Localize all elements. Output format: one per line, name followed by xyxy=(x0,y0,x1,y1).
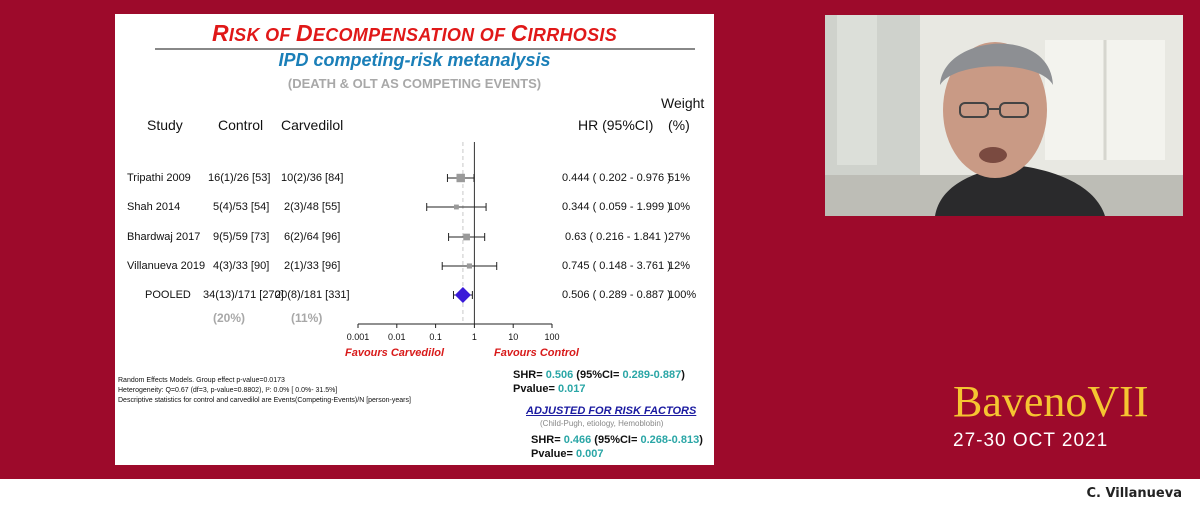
row-study: Villanueva 2019 xyxy=(127,260,206,272)
x-axis-tick-label: 0.1 xyxy=(429,332,442,342)
shr-label: SHR= xyxy=(513,369,546,381)
footer-bar xyxy=(0,479,1200,509)
row-study: POOLED xyxy=(145,289,191,301)
note-line: Random Effects Models. Group effect p-value=0.0173 xyxy=(118,377,285,384)
title-part: C xyxy=(510,20,528,46)
row-carvedilol: 2(3)/48 [55] xyxy=(284,201,341,213)
row-weight: 27% xyxy=(668,231,691,243)
row-hr: 0.344 ( 0.059 - 1.999 ) xyxy=(562,201,671,213)
slide-subtitle: IPD competing-risk metanalysis xyxy=(278,50,551,70)
x-axis-tick-label: 10 xyxy=(508,332,519,342)
shr-value: 0.466 xyxy=(563,434,592,446)
title-part: R xyxy=(211,20,229,46)
presenter-video-frame xyxy=(825,15,1183,216)
row-study: Bhardwaj 2017 xyxy=(127,231,201,243)
header-study: Study xyxy=(147,117,183,133)
adjusted-title: ADJUSTED FOR RISK FACTORS xyxy=(526,405,697,417)
shr-ci-value: 0.268-0.813 xyxy=(640,434,700,446)
slide-subtitle-2: (DEATH & OLT AS COMPETING EVENTS) xyxy=(287,76,542,91)
note-line: Heterogeneity: Q=0.67 (df=3, p-value=0.8802), I²: 0.0% [ 0.0%- 31.5%] xyxy=(118,387,338,394)
row-weight: 12% xyxy=(668,260,691,272)
header-carvedilol: Carvedilol xyxy=(281,117,344,133)
note-line: Descriptive statistics for control and carvedilol are Events(Competing-Events)/N [person-years] xyxy=(118,397,411,404)
row-study: Shah 2014 xyxy=(127,201,181,213)
study-point-estimate xyxy=(457,174,465,182)
shr-value: 0.506 xyxy=(545,369,574,381)
title-part: ECOMPENSATION OF xyxy=(312,25,511,45)
row-carvedilol: 6(2)/64 [96] xyxy=(284,231,341,243)
title-part: ISK OF xyxy=(228,25,296,45)
header-weight: Weight xyxy=(661,95,705,111)
row-carvedilol: 20(8)/181 [331] xyxy=(275,289,350,301)
x-axis-tick-label: 1 xyxy=(471,332,477,342)
pvalue-label: Pvalue= xyxy=(513,383,558,395)
shr-close: ) xyxy=(699,434,703,446)
row-weight: 51% xyxy=(668,172,691,184)
pct-carvedilol: (11%) xyxy=(291,311,323,325)
row-control: 9(5)/59 [73] xyxy=(213,231,270,243)
study-point-estimate xyxy=(454,205,459,210)
shr-close: ) xyxy=(681,369,685,381)
conference-logo xyxy=(953,376,1149,427)
title-part: D xyxy=(295,20,313,46)
row-control: 4(3)/33 [90] xyxy=(213,260,270,272)
shr-ci-label: (95%CI= xyxy=(591,434,641,446)
row-hr: 0.745 ( 0.148 - 3.761 ) xyxy=(562,260,671,272)
pvalue-value: 0.007 xyxy=(575,448,604,460)
presenter-name: C. Villanueva xyxy=(1086,486,1182,501)
forest-plot xyxy=(115,14,714,374)
pvalue-unadjusted xyxy=(513,383,585,395)
shr-label: SHR= xyxy=(531,434,564,446)
row-carvedilol: 10(2)/36 [84] xyxy=(281,172,344,184)
row-control: 16(1)/26 [53] xyxy=(208,172,271,184)
study-point-estimate xyxy=(463,234,470,241)
x-axis-tick-label: 0.001 xyxy=(346,332,370,342)
row-control: 5(4)/53 [54] xyxy=(213,201,270,213)
pvalue-value: 0.017 xyxy=(557,383,586,395)
study-point-estimate xyxy=(467,263,472,268)
slide xyxy=(115,14,714,465)
row-weight: 10% xyxy=(668,201,691,213)
header-weight-unit: (%) xyxy=(668,117,690,133)
row-hr: 0.506 ( 0.289 - 0.887 ) xyxy=(562,289,671,301)
presenter-video xyxy=(825,15,1183,216)
title-part: IRRHOSIS xyxy=(527,25,618,45)
shr-adjusted xyxy=(531,434,703,446)
brand-roman-numeral: VII xyxy=(1087,377,1149,426)
shr-unadjusted xyxy=(513,369,685,381)
shr-ci-label: (95%CI= xyxy=(573,369,623,381)
favours-control-label: Favours Control xyxy=(494,347,579,359)
header-hr: HR (95%CI) xyxy=(578,117,654,133)
conference-dates: 27-30 OCT 2021 xyxy=(953,430,1109,451)
row-carvedilol: 2(1)/33 [96] xyxy=(284,260,341,272)
row-hr: 0.444 ( 0.202 - 0.976 ) xyxy=(562,172,671,184)
model-notes xyxy=(118,376,411,406)
row-hr: 0.63 ( 0.216 - 1.841 ) xyxy=(565,231,668,243)
pct-control: (20%) xyxy=(213,311,246,325)
adjusted-subtitle: (Child-Pugh, etiology, Hemoblobin) xyxy=(540,419,664,428)
row-control: 34(13)/171 [270] xyxy=(203,289,284,301)
pvalue-label: Pvalue= xyxy=(531,448,576,460)
row-study: Tripathi 2009 xyxy=(127,172,191,184)
brand-name: Baveno xyxy=(953,377,1088,426)
shr-ci-value: 0.289-0.887 xyxy=(622,369,682,381)
favours-carvedilol-label: Favours Carvedilol xyxy=(345,347,445,359)
pvalue-adjusted xyxy=(531,448,603,460)
pooled-diamond xyxy=(455,287,471,303)
header-control: Control xyxy=(218,117,264,133)
row-weight: 100% xyxy=(668,289,697,301)
x-axis-tick-label: 0.01 xyxy=(388,332,406,342)
x-axis-tick-label: 100 xyxy=(544,332,560,342)
